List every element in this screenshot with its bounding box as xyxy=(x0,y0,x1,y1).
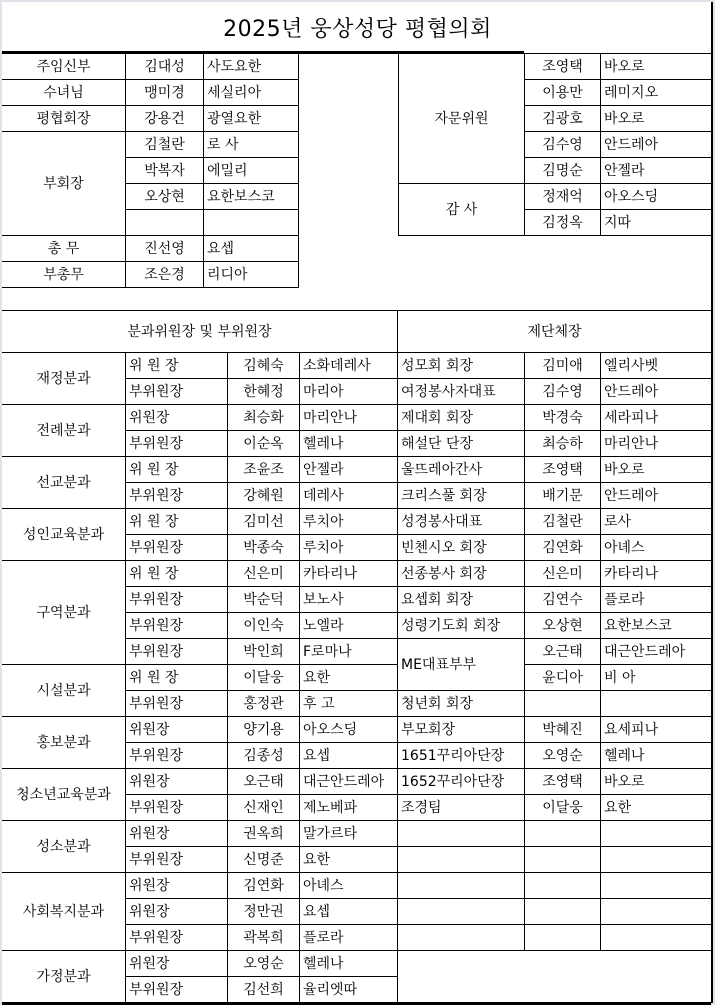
committee-member-name[interactable]: 김미선 xyxy=(228,509,300,535)
baptismal-name[interactable]: 요한보스코 xyxy=(204,184,299,210)
committee-baptismal[interactable]: F로마나 xyxy=(300,639,398,665)
group-leader-name[interactable] xyxy=(525,925,601,951)
advisor-name[interactable]: 김수영 xyxy=(525,132,601,158)
committee-member-name[interactable]: 박종숙 xyxy=(228,535,300,561)
advisor-name[interactable]: 김명순 xyxy=(525,158,601,184)
group-leader-name[interactable] xyxy=(525,899,601,925)
committee-name[interactable]: 성인교육분과 xyxy=(2,509,126,561)
group-name[interactable]: 성모회 회장 xyxy=(398,353,525,379)
baptismal-name[interactable]: 리디아 xyxy=(204,262,299,288)
group-leader-name[interactable]: 김연수 xyxy=(525,587,601,613)
group-name[interactable]: 성령기도회 회장 xyxy=(398,613,525,639)
committee-position[interactable]: 부위원장 xyxy=(126,743,228,769)
committee-position[interactable]: 부위원장 xyxy=(126,691,228,717)
committee-member-name[interactable]: 박순덕 xyxy=(228,587,300,613)
advisor-name[interactable]: 조영택 xyxy=(525,54,601,80)
committee-baptismal[interactable]: 카타리나 xyxy=(300,561,398,587)
member-name[interactable] xyxy=(126,210,204,236)
group-leader-name[interactable]: 오영순 xyxy=(525,743,601,769)
group-leader-name[interactable]: 이달웅 xyxy=(525,795,601,821)
committee-position[interactable]: 위 원 장 xyxy=(126,561,228,587)
group-name[interactable]: 해설단 단장 xyxy=(398,431,525,457)
committee-member-name[interactable]: 강혜원 xyxy=(228,483,300,509)
group-name[interactable]: 여정봉사자대표 xyxy=(398,379,525,405)
group-leader-name[interactable]: 김연화 xyxy=(525,535,601,561)
spreadsheet xyxy=(2,2,713,1003)
group-leader-baptismal[interactable]: 로사 xyxy=(601,509,711,535)
group-name[interactable] xyxy=(398,847,525,873)
group-leader-baptismal[interactable]: 요한보스코 xyxy=(601,613,711,639)
group-name[interactable]: 제대회 회장 xyxy=(398,405,525,431)
committee-name[interactable]: 사회복지분과 xyxy=(2,873,126,951)
committee-member-name[interactable]: 박인희 xyxy=(228,639,300,665)
committee-baptismal[interactable]: 후 고 xyxy=(300,691,398,717)
group-name[interactable]: 청년회 회장 xyxy=(398,691,525,717)
advisor-baptismal[interactable]: 레미지오 xyxy=(601,80,711,106)
committee-member-name[interactable]: 이순옥 xyxy=(228,431,300,457)
committee-baptismal[interactable]: 소화데레사 xyxy=(300,353,398,379)
group-leader-baptismal[interactable] xyxy=(601,691,711,717)
committee-position[interactable]: 부위원장 xyxy=(126,379,228,405)
group-name[interactable]: 울뜨레아간사 xyxy=(398,457,525,483)
group-name[interactable]: 빈첸시오 회장 xyxy=(398,535,525,561)
group-name[interactable]: 선종봉사 회장 xyxy=(398,561,525,587)
committee-name[interactable]: 청소년교육분과 xyxy=(2,769,126,821)
committee-member-name[interactable]: 이인숙 xyxy=(228,613,300,639)
committee-position[interactable]: 부위원장 xyxy=(126,639,228,665)
committee-member-name[interactable]: 조윤조 xyxy=(228,457,300,483)
group-leader-baptismal[interactable] xyxy=(601,847,711,873)
group-name[interactable]: 부모회장 xyxy=(398,717,525,743)
auditor-name[interactable]: 김정옥 xyxy=(525,210,601,236)
committee-name[interactable]: 가정분과 xyxy=(2,951,126,1003)
group-leader-name[interactable]: 조영택 xyxy=(525,769,601,795)
committee-position[interactable]: 부위원장 xyxy=(126,483,228,509)
group-leader-name[interactable] xyxy=(525,873,601,899)
group-leader-name[interactable]: 김미애 xyxy=(525,353,601,379)
committee-position[interactable]: 위원장 xyxy=(126,405,228,431)
advisor-baptismal[interactable]: 안드레아 xyxy=(601,132,711,158)
committee-name[interactable]: 구역분과 xyxy=(2,561,126,665)
group-leader-baptismal[interactable]: 바오로 xyxy=(601,769,711,795)
committee-position[interactable]: 부위원장 xyxy=(126,431,228,457)
committee-baptismal[interactable]: 안젤라 xyxy=(300,457,398,483)
committee-member-name[interactable]: 김종성 xyxy=(228,743,300,769)
group-leader-name[interactable]: 최승하 xyxy=(525,431,601,457)
baptismal-name[interactable]: 에밀리 xyxy=(204,158,299,184)
committee-baptismal[interactable]: 루치아 xyxy=(300,535,398,561)
committee-position[interactable]: 위원장 xyxy=(126,717,228,743)
border-line xyxy=(524,53,711,54)
group-leader-baptismal[interactable]: 헬레나 xyxy=(601,743,711,769)
committee-baptismal[interactable]: 헬레나 xyxy=(300,951,398,977)
auditor-baptismal[interactable]: 지따 xyxy=(601,210,711,236)
committee-baptismal[interactable]: 대근안드레아 xyxy=(300,769,398,795)
member-name[interactable]: 김대성 xyxy=(126,54,204,80)
advisor-name[interactable]: 이용만 xyxy=(525,80,601,106)
committee-position[interactable]: 부위원장 xyxy=(126,587,228,613)
committee-baptismal[interactable]: 요한 xyxy=(300,847,398,873)
advisors-label[interactable]: 자문위원 xyxy=(398,54,525,184)
committee-name[interactable]: 홍보분과 xyxy=(2,717,126,769)
group-leader-baptismal[interactable]: 플로라 xyxy=(601,587,711,613)
auditor-name[interactable]: 정재억 xyxy=(525,184,601,210)
committee-position[interactable]: 위원장 xyxy=(126,821,228,847)
group-leader-name[interactable]: 박경숙 xyxy=(525,405,601,431)
committee-member-name[interactable]: 이달웅 xyxy=(228,665,300,691)
committee-member-name[interactable]: 김혜숙 xyxy=(228,353,300,379)
committee-baptismal[interactable]: 마리안나 xyxy=(300,405,398,431)
committee-member-name[interactable]: 곽복희 xyxy=(228,925,300,951)
group-leader-baptismal[interactable]: 요세피나 xyxy=(601,717,711,743)
committee-position[interactable]: 위 원 장 xyxy=(126,457,228,483)
committee-name[interactable]: 선교분과 xyxy=(2,457,126,509)
group-leader-name[interactable]: 오근태 xyxy=(525,639,601,665)
committee-position[interactable]: 부위원장 xyxy=(126,613,228,639)
role-label[interactable]: 수녀님 xyxy=(2,80,126,106)
committee-position[interactable]: 부위원장 xyxy=(126,535,228,561)
committee-baptismal[interactable]: 보노사 xyxy=(300,587,398,613)
group-leader-baptismal[interactable]: 안드레아 xyxy=(601,379,711,405)
committee-baptismal[interactable]: 노엘라 xyxy=(300,613,398,639)
group-leader-baptismal[interactable]: 안드레아 xyxy=(601,483,711,509)
group-leader-baptismal[interactable] xyxy=(601,899,711,925)
committee-position[interactable]: 부위원장 xyxy=(126,795,228,821)
committee-member-name[interactable]: 최승화 xyxy=(228,405,300,431)
committee-position[interactable]: 위원장 xyxy=(126,951,228,977)
role-label[interactable]: 총 무 xyxy=(2,236,126,262)
group-leader-baptismal[interactable]: 요한 xyxy=(601,795,711,821)
committee-baptismal[interactable]: 말가르타 xyxy=(300,821,398,847)
committee-baptismal[interactable]: 율리엣따 xyxy=(300,977,398,1003)
committee-baptismal[interactable]: 루치아 xyxy=(300,509,398,535)
committee-member-name[interactable]: 오근태 xyxy=(228,769,300,795)
advisor-baptismal[interactable]: 바오로 xyxy=(601,54,711,80)
group-leader-baptismal[interactable]: 아녜스 xyxy=(601,535,711,561)
committee-position[interactable]: 부위원장 xyxy=(126,977,228,1003)
group-name[interactable]: 요셉회 회장 xyxy=(398,587,525,613)
member-name[interactable]: 강용건 xyxy=(126,106,204,132)
group-leader-name[interactable] xyxy=(525,821,601,847)
committee-baptismal[interactable]: 마리아 xyxy=(300,379,398,405)
member-name[interactable]: 진선영 xyxy=(126,236,204,262)
role-vice-president[interactable]: 부회장 xyxy=(2,132,126,236)
committee-member-name[interactable]: 한혜정 xyxy=(228,379,300,405)
baptismal-name[interactable]: 사도요한 xyxy=(204,54,299,80)
role-label[interactable]: 평협회장 xyxy=(2,106,126,132)
committee-member-name[interactable]: 신명준 xyxy=(228,847,300,873)
committee-baptismal[interactable]: 데레사 xyxy=(300,483,398,509)
committee-position[interactable]: 부위원장 xyxy=(126,925,228,951)
committee-name[interactable]: 시설분과 xyxy=(2,665,126,717)
group-leader-baptismal[interactable]: 마리안나 xyxy=(601,431,711,457)
committee-member-name[interactable]: 정만권 xyxy=(228,899,300,925)
baptismal-name[interactable]: 광열요한 xyxy=(204,106,299,132)
group-leader-name[interactable]: 김철란 xyxy=(525,509,601,535)
baptismal-name[interactable]: 세실리아 xyxy=(204,80,299,106)
group-leader-name[interactable] xyxy=(525,847,601,873)
group-name[interactable] xyxy=(398,821,525,847)
committee-member-name[interactable]: 김선희 xyxy=(228,977,300,1003)
committee-member-name[interactable]: 김연화 xyxy=(228,873,300,899)
committee-member-name[interactable]: 권옥희 xyxy=(228,821,300,847)
group-leader-baptismal[interactable]: 대근안드레아 xyxy=(601,639,711,665)
group-name[interactable] xyxy=(398,873,525,899)
group-leader-name[interactable]: 김수영 xyxy=(525,379,601,405)
committee-position[interactable]: 위원장 xyxy=(126,873,228,899)
committee-name[interactable]: 전례분과 xyxy=(2,405,126,457)
group-leader-baptismal[interactable] xyxy=(601,925,711,951)
group-leader-name[interactable] xyxy=(525,691,601,717)
committee-member-name[interactable]: 홍정관 xyxy=(228,691,300,717)
committee-baptismal[interactable]: 요한 xyxy=(300,665,398,691)
group-name[interactable]: 크리스풀 회장 xyxy=(398,483,525,509)
committee-member-name[interactable]: 오영순 xyxy=(228,951,300,977)
committee-name[interactable]: 성소분과 xyxy=(2,821,126,873)
group-name[interactable] xyxy=(398,899,525,925)
committee-baptismal[interactable]: 아오스딩 xyxy=(300,717,398,743)
group-leader-name[interactable]: 조영택 xyxy=(525,457,601,483)
group-name[interactable]: 조경팀 xyxy=(398,795,525,821)
committee-member-name[interactable]: 양기용 xyxy=(228,717,300,743)
group-leader-baptismal[interactable]: 엘리사벳 xyxy=(601,353,711,379)
committee-member-name[interactable]: 신재인 xyxy=(228,795,300,821)
committee-position[interactable]: 위 원 장 xyxy=(126,665,228,691)
group-name[interactable]: 1652꾸리아단장 xyxy=(398,769,525,795)
group-leader-baptismal[interactable]: 비 아 xyxy=(601,665,711,691)
baptismal-name[interactable]: 요셉 xyxy=(204,236,299,262)
group-leader-name[interactable]: 배기문 xyxy=(525,483,601,509)
advisor-name[interactable]: 김광호 xyxy=(525,106,601,132)
committee-name[interactable]: 재정분과 xyxy=(2,353,126,405)
groups-header[interactable]: 제단체장 xyxy=(398,311,711,353)
page-title: 2025년 웅상성당 평협의회 xyxy=(223,16,492,42)
baptismal-name[interactable]: 로 사 xyxy=(204,132,299,158)
group-name[interactable] xyxy=(398,925,525,951)
group-leader-baptismal[interactable] xyxy=(601,821,711,847)
role-label[interactable]: 부총무 xyxy=(2,262,126,288)
committee-baptismal[interactable]: 요셉 xyxy=(300,899,398,925)
member-name[interactable]: 김철란 xyxy=(126,132,204,158)
committee-position[interactable]: 부위원장 xyxy=(126,847,228,873)
committee-position[interactable]: 위 원 장 xyxy=(126,509,228,535)
member-name[interactable]: 오상현 xyxy=(126,184,204,210)
group-leader-name[interactable]: 신은미 xyxy=(525,561,601,587)
committee-position[interactable]: 위원장 xyxy=(126,899,228,925)
advisor-baptismal[interactable]: 바오로 xyxy=(601,106,711,132)
member-name[interactable]: 박복자 xyxy=(126,158,204,184)
group-leader-baptismal[interactable]: 세라피나 xyxy=(601,405,711,431)
group-leader-baptismal[interactable] xyxy=(601,873,711,899)
committee-baptismal[interactable]: 요셉 xyxy=(300,743,398,769)
group-leader-name[interactable]: 오상현 xyxy=(525,613,601,639)
group-leader-name[interactable]: 박혜진 xyxy=(525,717,601,743)
group-name[interactable]: 1651꾸리아단장 xyxy=(398,743,525,769)
group-name[interactable]: 성경봉사대표 xyxy=(398,509,525,535)
auditors-label[interactable]: 감 사 xyxy=(398,184,525,236)
committee-position[interactable]: 위원장 xyxy=(126,769,228,795)
committees-header[interactable]: 분과위원장 및 부위원장 xyxy=(2,311,398,353)
group-name[interactable]: ME대표부부 xyxy=(398,639,525,691)
committee-baptismal[interactable]: 헬레나 xyxy=(300,431,398,457)
member-name[interactable]: 맹미경 xyxy=(126,80,204,106)
committee-baptismal[interactable]: 제노베파 xyxy=(300,795,398,821)
group-leader-baptismal[interactable]: 카타리나 xyxy=(601,561,711,587)
role-label[interactable]: 주임신부 xyxy=(2,54,126,80)
committee-position[interactable]: 위 원 장 xyxy=(126,353,228,379)
committee-member-name[interactable]: 신은미 xyxy=(228,561,300,587)
member-name[interactable]: 조은경 xyxy=(126,262,204,288)
group-leader-baptismal[interactable]: 바오로 xyxy=(601,457,711,483)
baptismal-name[interactable] xyxy=(204,210,299,236)
auditor-baptismal[interactable]: 아오스딩 xyxy=(601,184,711,210)
group-leader-name[interactable]: 윤디아 xyxy=(525,665,601,691)
advisor-baptismal[interactable]: 안젤라 xyxy=(601,158,711,184)
committee-baptismal[interactable]: 아녜스 xyxy=(300,873,398,899)
committee-baptismal[interactable]: 플로라 xyxy=(300,925,398,951)
